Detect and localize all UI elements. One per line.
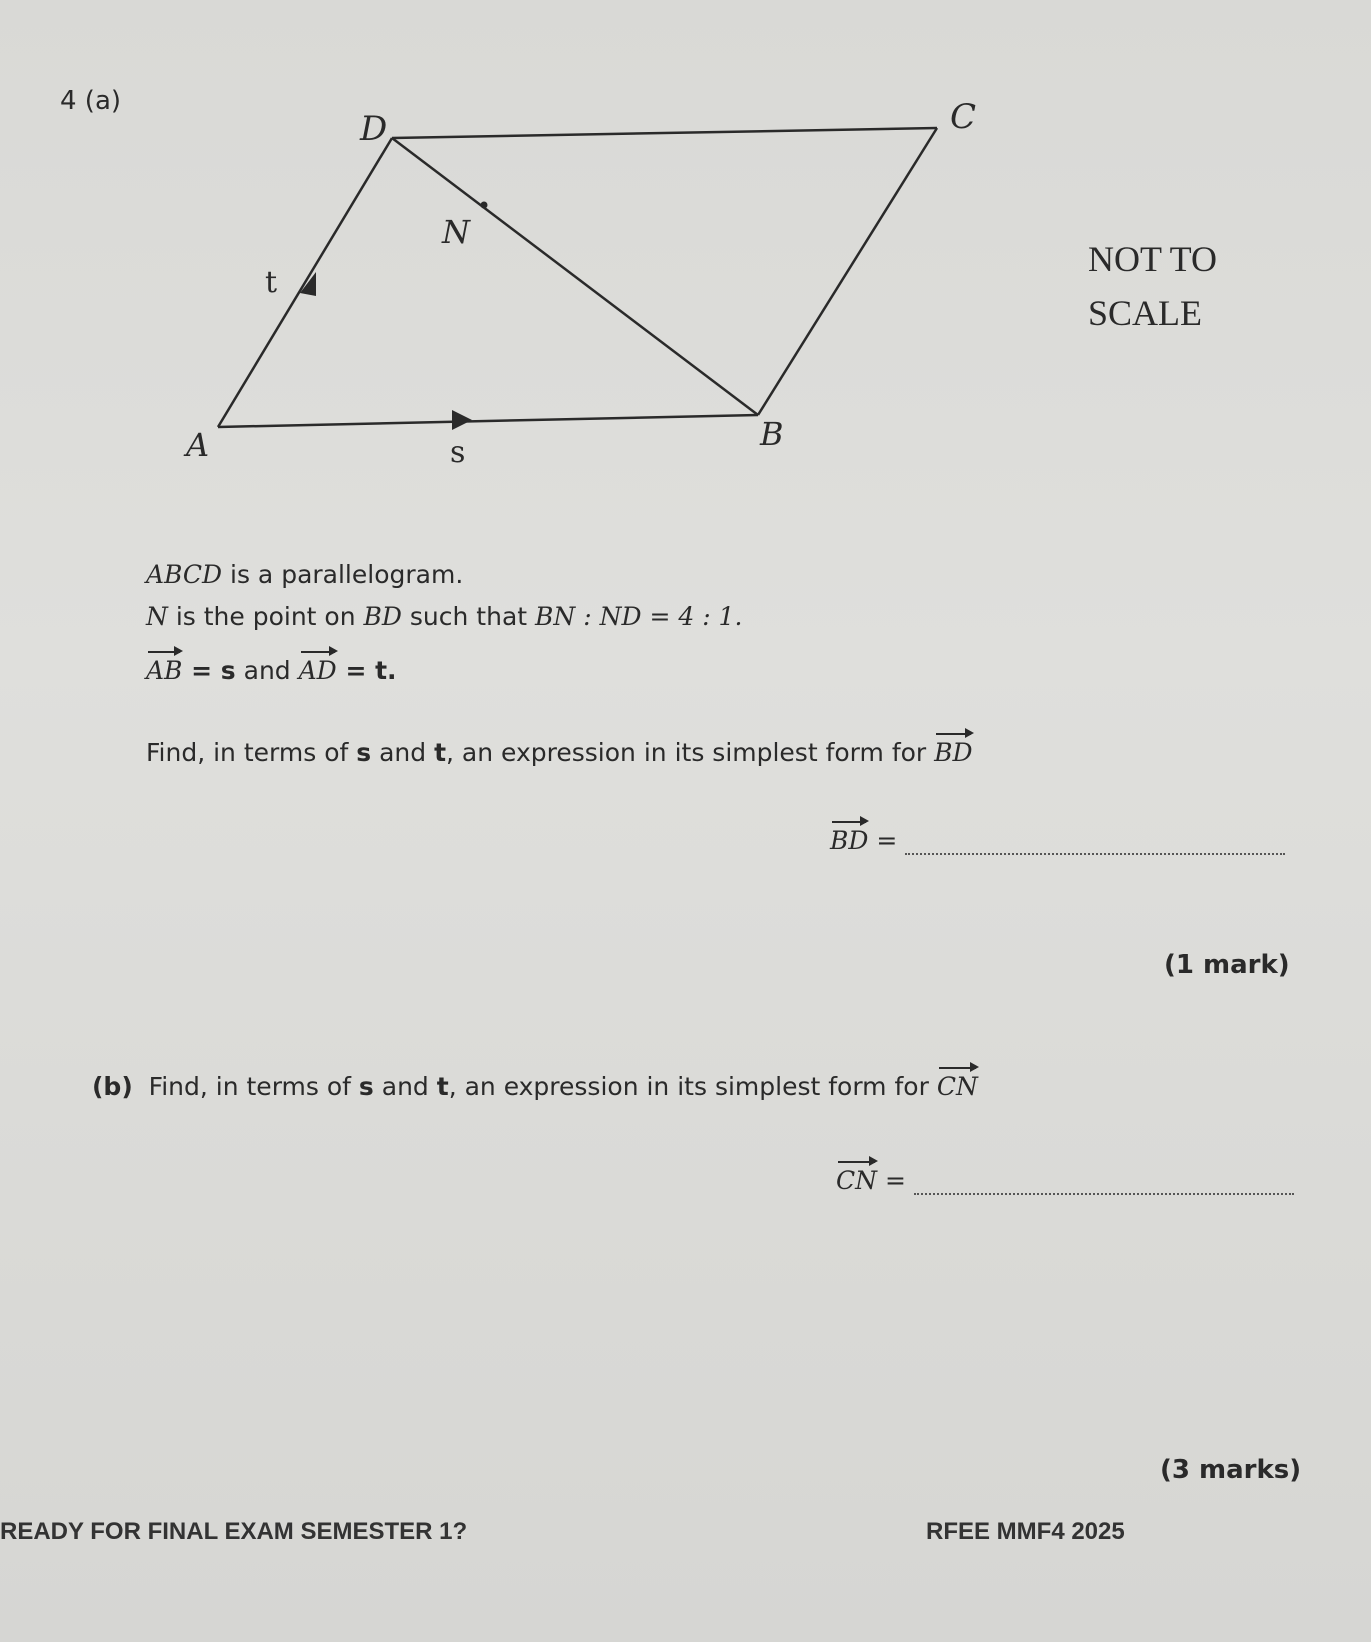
marks-a: (1 mark) — [1164, 950, 1290, 980]
answer-field-b[interactable] — [914, 1173, 1294, 1195]
statement-vectors: AB = s and AD = t. — [146, 656, 397, 685]
answer-line-b: CN = — [836, 1166, 1294, 1195]
marks-b: (3 marks) — [1160, 1455, 1302, 1485]
side-bc — [758, 128, 937, 415]
question-b: (b) Find, in terms of s and t, an expression in its simplest form for CN — [92, 1072, 978, 1101]
answer-line-a: BD = — [830, 826, 1285, 855]
label-n: N — [442, 213, 470, 251]
question-number: 4 (a) — [60, 86, 122, 116]
vector-ad: AD — [298, 656, 337, 685]
side-ab — [218, 415, 758, 427]
footer-right: RFEE MMF4 2025 — [926, 1518, 1125, 1545]
statement-parallelogram: ABCD is a parallelogram. — [146, 560, 464, 589]
footer-left: READY FOR FINAL EXAM SEMESTER 1? — [0, 1518, 468, 1545]
label-d: D — [360, 109, 388, 149]
scale-note-line1: NOT TO — [1088, 239, 1218, 279]
label-a: A — [186, 426, 210, 464]
label-s: s — [450, 435, 466, 470]
scale-note-line2: SCALE — [1088, 293, 1203, 333]
vector-bd: BD — [934, 738, 973, 767]
not-to-scale-note — [1088, 232, 1217, 340]
label-t: t — [265, 265, 278, 300]
side-cd — [392, 128, 937, 138]
label-b: B — [760, 415, 784, 453]
part-b-label: (b) — [92, 1072, 133, 1101]
point-n-dot — [481, 202, 488, 209]
vector-ab: AB — [146, 656, 183, 685]
question-a: Find, in terms of s and t, an expression in its simplest form for BD — [146, 738, 973, 767]
diagonal-bd — [392, 138, 758, 415]
answer-field-a[interactable] — [905, 833, 1285, 855]
arrow-s-marker — [452, 410, 472, 430]
statement-point-n: N is the point on BD such that BN : ND = 4 : 1. — [146, 602, 743, 631]
answer-vector-bd: BD — [830, 826, 869, 855]
answer-vector-cn: CN — [836, 1166, 878, 1195]
label-c: C — [950, 97, 977, 137]
vector-cn: CN — [936, 1072, 978, 1101]
side-da — [218, 138, 392, 427]
